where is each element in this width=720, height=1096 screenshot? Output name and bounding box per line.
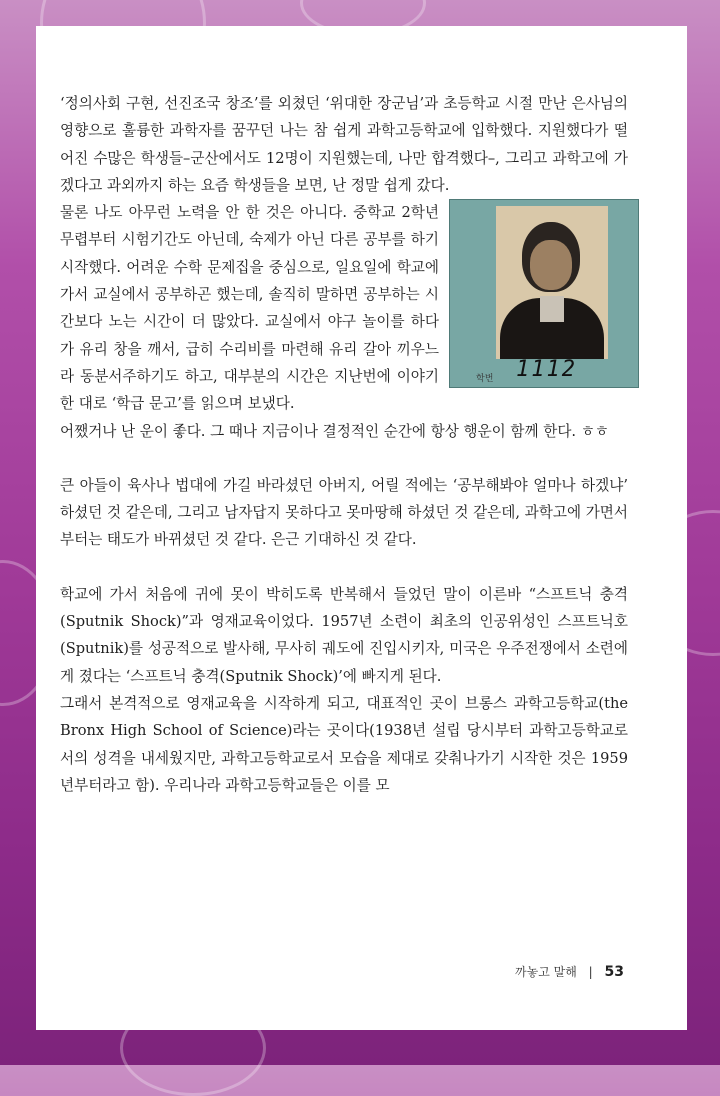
paragraph: 학교에 가서 처음에 귀에 못이 박히도록 반복해서 들었던 말이 이른바 “스프트닉 충격(Sputnik Shock)”과 영재교육이었다. 1957년 소련이 최초의 인공위성인 스프트닉호(Sputnik)를 성공적으로 발사해, 무사히 궤도에 진입시키자, 미국은 우주전쟁에서 소련에게 졌다는 ‘스프트닉 충격(Sputnik Shock)’에 빠지게 된다.: [60, 585, 628, 685]
article-body: [60, 90, 628, 799]
page-number: 53: [604, 964, 624, 980]
student-number: 1112: [516, 357, 577, 383]
portrait-collar: [540, 296, 564, 322]
paragraph: 어쨌거나 난 운이 좋다. 그 때나 지금이나 결정적인 순간에 항상 행운이 함께 한다. ㅎㅎ: [60, 422, 609, 440]
paragraph: ‘정의사회 구현, 선진조국 창조’를 외쳤던 ‘위대한 장군님’과 초등학교 시절 만난 은사님의 영향으로 훌륭한 과학자를 꿈꾸던 나는 참 쉽게 과학고등학교에 입학했다. 지원했다가 떨어진 수많은 학생들–군산에서도 12명이 지원했는데, 나만 합격했다–, 그리고 과학고에 가겠다고 과외까지 하는 요즘 학생들을 보면, 난 정말 쉽게 갔다.: [60, 95, 628, 194]
portrait-card: [496, 206, 608, 359]
student-number-label: 학번: [476, 374, 494, 385]
paragraph: 그래서 본격적으로 영재교육을 시작하게 되고, 대표적인 곳이 브롱스 과학고등학교(the Bronx High School of Science)라는 곳이다(1938년 설립 당시부터 과학고등학교로서의 성격을 내세웠지만, 과학고등학교로서 모습을 제대로 갖춰나가기 시작한 것은 1959년부터라고 함). 우리나라 과학고등학교들은 이를 모: [60, 694, 628, 794]
page-footer: [515, 963, 624, 980]
running-title: 까놓고 말해: [515, 965, 577, 979]
paragraph: 큰 아들이 육사나 법대에 가길 바라셨던 아버지, 어릴 적에는 ‘공부해봐야 얼마나 하겠냐’ 하셨던 것 같은데, 그리고 남자답지 못하다고 못마땅해 하셨던 것 같은데, 과학고에 가면서부터는 태도가 바뀌셨던 것 같다. 은근 기대하신 것 같다.: [60, 476, 628, 549]
paragraph: 물론 나도 아무런 노력을 안 한 것은 아니다. 중학교 2학년 무렵부터 시험기간도 아닌데, 숙제가 아닌 다른 공부를 하기 시작했다. 어려운 수학 문제집을 중심으로, 일요일에 학교에 가서 교실에서 공부하곤 했는데, 솔직히 말하면 공부하는 시간보다 노는 시간이 더 많았다. 교실에서 야구 놀이를 하다가 유리 창을 깨서, 급히 수리비를 마련해 유리 갈아 끼우느라 동분서주하기도 하고, 대부분의 시간은 지난번에 이야기한 대로 ‘학급 문고’를 읽으며 보냈다.: [60, 204, 439, 413]
footer-separator: |: [588, 965, 593, 979]
student-id-photo: [449, 199, 639, 388]
portrait-face: [530, 240, 572, 290]
